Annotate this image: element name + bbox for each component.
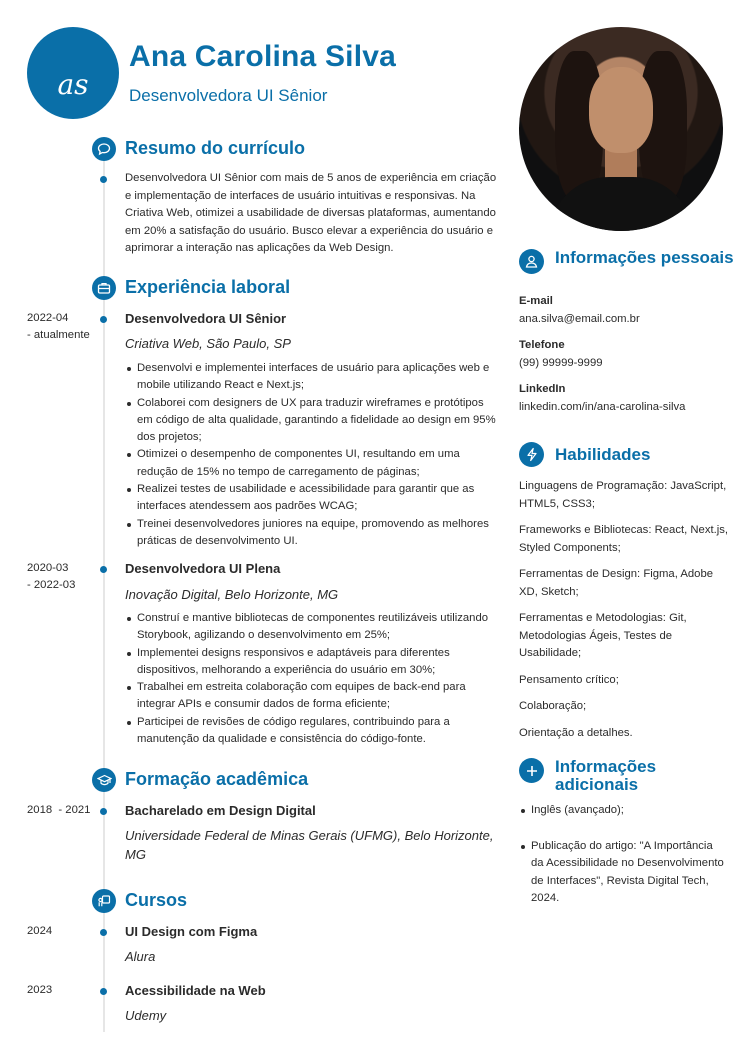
job-date-start: 2022-04 bbox=[27, 312, 69, 324]
timeline-dot bbox=[100, 176, 107, 183]
degree-title: Bacharelado em Design Digital bbox=[125, 803, 316, 818]
briefcase-icon bbox=[92, 276, 116, 300]
list-item: Implementei designs responsivos e adaptáveis para diferentes dispositivos, melhorando a experiência do usuário em 30%; bbox=[125, 645, 500, 680]
school-name: Universidade Federal de Minas Gerais (UFMG), Belo Horizonte, MG bbox=[125, 828, 494, 862]
timeline-dot bbox=[100, 808, 107, 815]
phone-value[interactable]: (99) 99999-9999 bbox=[519, 357, 603, 369]
linkedin-label: LinkedIn bbox=[519, 383, 566, 395]
monogram-text: as bbox=[57, 68, 89, 101]
timeline-dot bbox=[100, 316, 107, 323]
course-name: Acessibilidade na Web bbox=[125, 983, 266, 998]
job-bullets bbox=[125, 610, 500, 748]
experience-title: Experiência laboral bbox=[125, 277, 291, 297]
skills-list bbox=[519, 478, 729, 751]
certificate-icon bbox=[92, 889, 116, 913]
course-year: 2023 bbox=[27, 984, 53, 996]
job-bullets bbox=[125, 360, 500, 550]
list-item: Pensamento crítico; bbox=[519, 673, 619, 686]
list-item: Trabalhei em estreita colaboração com equipes de back-end para integrar APIs e consumir dados de forma eficiente; bbox=[125, 679, 500, 714]
email-label: E-mail bbox=[519, 295, 553, 307]
job-title: Desenvolvedora UI Plena bbox=[125, 561, 281, 576]
list-item: Ferramentas e Metodologias: Git, Metodologias Ágeis, Testes de Usabilidade; bbox=[519, 612, 687, 659]
education-date: 2018 - 2021 bbox=[27, 804, 91, 816]
job-date-end: - 2022-03 bbox=[27, 579, 76, 591]
linkedin-value[interactable]: linkedin.com/in/ana-carolina-silva bbox=[519, 401, 686, 413]
course-provider: Alura bbox=[125, 949, 156, 964]
chat-bubble-icon bbox=[92, 137, 116, 161]
list-item: Inglês (avançado); bbox=[519, 802, 724, 820]
additional-info-title: Informações adicionais bbox=[555, 757, 657, 794]
job-date bbox=[27, 310, 90, 344]
list-item: Ferramentas de Design: Figma, Adobe XD, Sketch; bbox=[519, 568, 714, 598]
list-item: Orientação a detalhes. bbox=[519, 726, 633, 739]
timeline-dot bbox=[100, 929, 107, 936]
list-item: Colaborei com designers de UX para traduzir wireframes e protótipos em código de alta qualidade, garantindo a fidelidade ao design em 95% dos projetos; bbox=[125, 395, 500, 447]
job-company: Inovação Digital, Belo Horizonte, MG bbox=[125, 587, 339, 602]
additional-info-list bbox=[519, 802, 724, 926]
courses-title: Cursos bbox=[125, 890, 188, 910]
list-item: Desenvolvi e implementei interfaces de usuário para aplicações web e mobile utilizando React e Next.js; bbox=[125, 360, 500, 395]
list-item: Linguagens de Programação: JavaScript, HTML5, CSS3; bbox=[519, 480, 727, 510]
candidate-role: Desenvolvedora UI Sênior bbox=[129, 86, 328, 105]
education-title: Formação acadêmica bbox=[125, 769, 309, 789]
summary-title: Resumo do currículo bbox=[125, 138, 306, 158]
list-item: Colaboração; bbox=[519, 700, 587, 712]
email-value[interactable]: ana.silva@email.com.br bbox=[519, 313, 640, 325]
list-item: Realizei testes de usabilidade e acessibilidade para garantir que as interfaces atendessem aos padrões WCAG; bbox=[125, 481, 500, 516]
job-title: Desenvolvedora UI Sênior bbox=[125, 311, 287, 326]
candidate-name: Ana Carolina Silva bbox=[129, 40, 397, 73]
summary-text: Desenvolvedora UI Sênior com mais de 5 anos de experiência em criação e implementação de interfaces de usuário intuitivas e responsivas. Na Criativa Web, otimizei a usabilidade de diversas plataformas, aumentando em 20% a satisfação do usuário. Busco elevar a experiência do usuário e aprimorar a interação nas aplicações da Web Design. bbox=[125, 172, 497, 255]
timeline-dot bbox=[100, 566, 107, 573]
list-item: Treinei desenvolvedores juniores na equipe, promovendo as melhores práticas de desenvolvimento UI. bbox=[125, 516, 500, 551]
list-item: Frameworks e Bibliotecas: React, Next.js, Styled Components; bbox=[519, 524, 729, 554]
list-item: Participei de revisões de código regulares, contribuindo para a manutenção da qualidade e consistência do código-fonte. bbox=[125, 714, 500, 749]
job-date-end: - atualmente bbox=[27, 329, 90, 341]
lightning-icon bbox=[519, 442, 544, 467]
job-company: Criativa Web, São Paulo, SP bbox=[125, 336, 291, 351]
phone-label: Telefone bbox=[519, 339, 565, 351]
course-name: UI Design com Figma bbox=[125, 924, 258, 939]
list-item: Construí e mantive bibliotecas de componentes reutilizáveis utilizando Storybook, agilizando o desenvolvimento em 25%; bbox=[125, 610, 500, 645]
profile-photo bbox=[519, 27, 723, 231]
job-date-start: 2020-03 bbox=[27, 562, 69, 574]
timeline-dot bbox=[100, 988, 107, 995]
list-item: Publicação do artigo: "A Importância da Acessibilidade no Desenvolvimento de Interfaces", Revista Digital Tech, 2024. bbox=[519, 838, 724, 908]
course-provider: Udemy bbox=[125, 1008, 167, 1023]
list-item: Otimizei o desempenho de componentes UI, resultando em uma redução de 15% no tempo de carregamento de páginas; bbox=[125, 446, 500, 481]
skills-title: Habilidades bbox=[555, 445, 651, 464]
plus-icon bbox=[519, 758, 544, 783]
person-icon bbox=[519, 249, 544, 274]
course-year: 2024 bbox=[27, 925, 53, 937]
monogram-avatar bbox=[27, 27, 119, 119]
personal-info-title: Informações pessoais bbox=[555, 248, 734, 267]
job-date bbox=[27, 560, 75, 594]
graduation-cap-icon bbox=[92, 768, 116, 792]
